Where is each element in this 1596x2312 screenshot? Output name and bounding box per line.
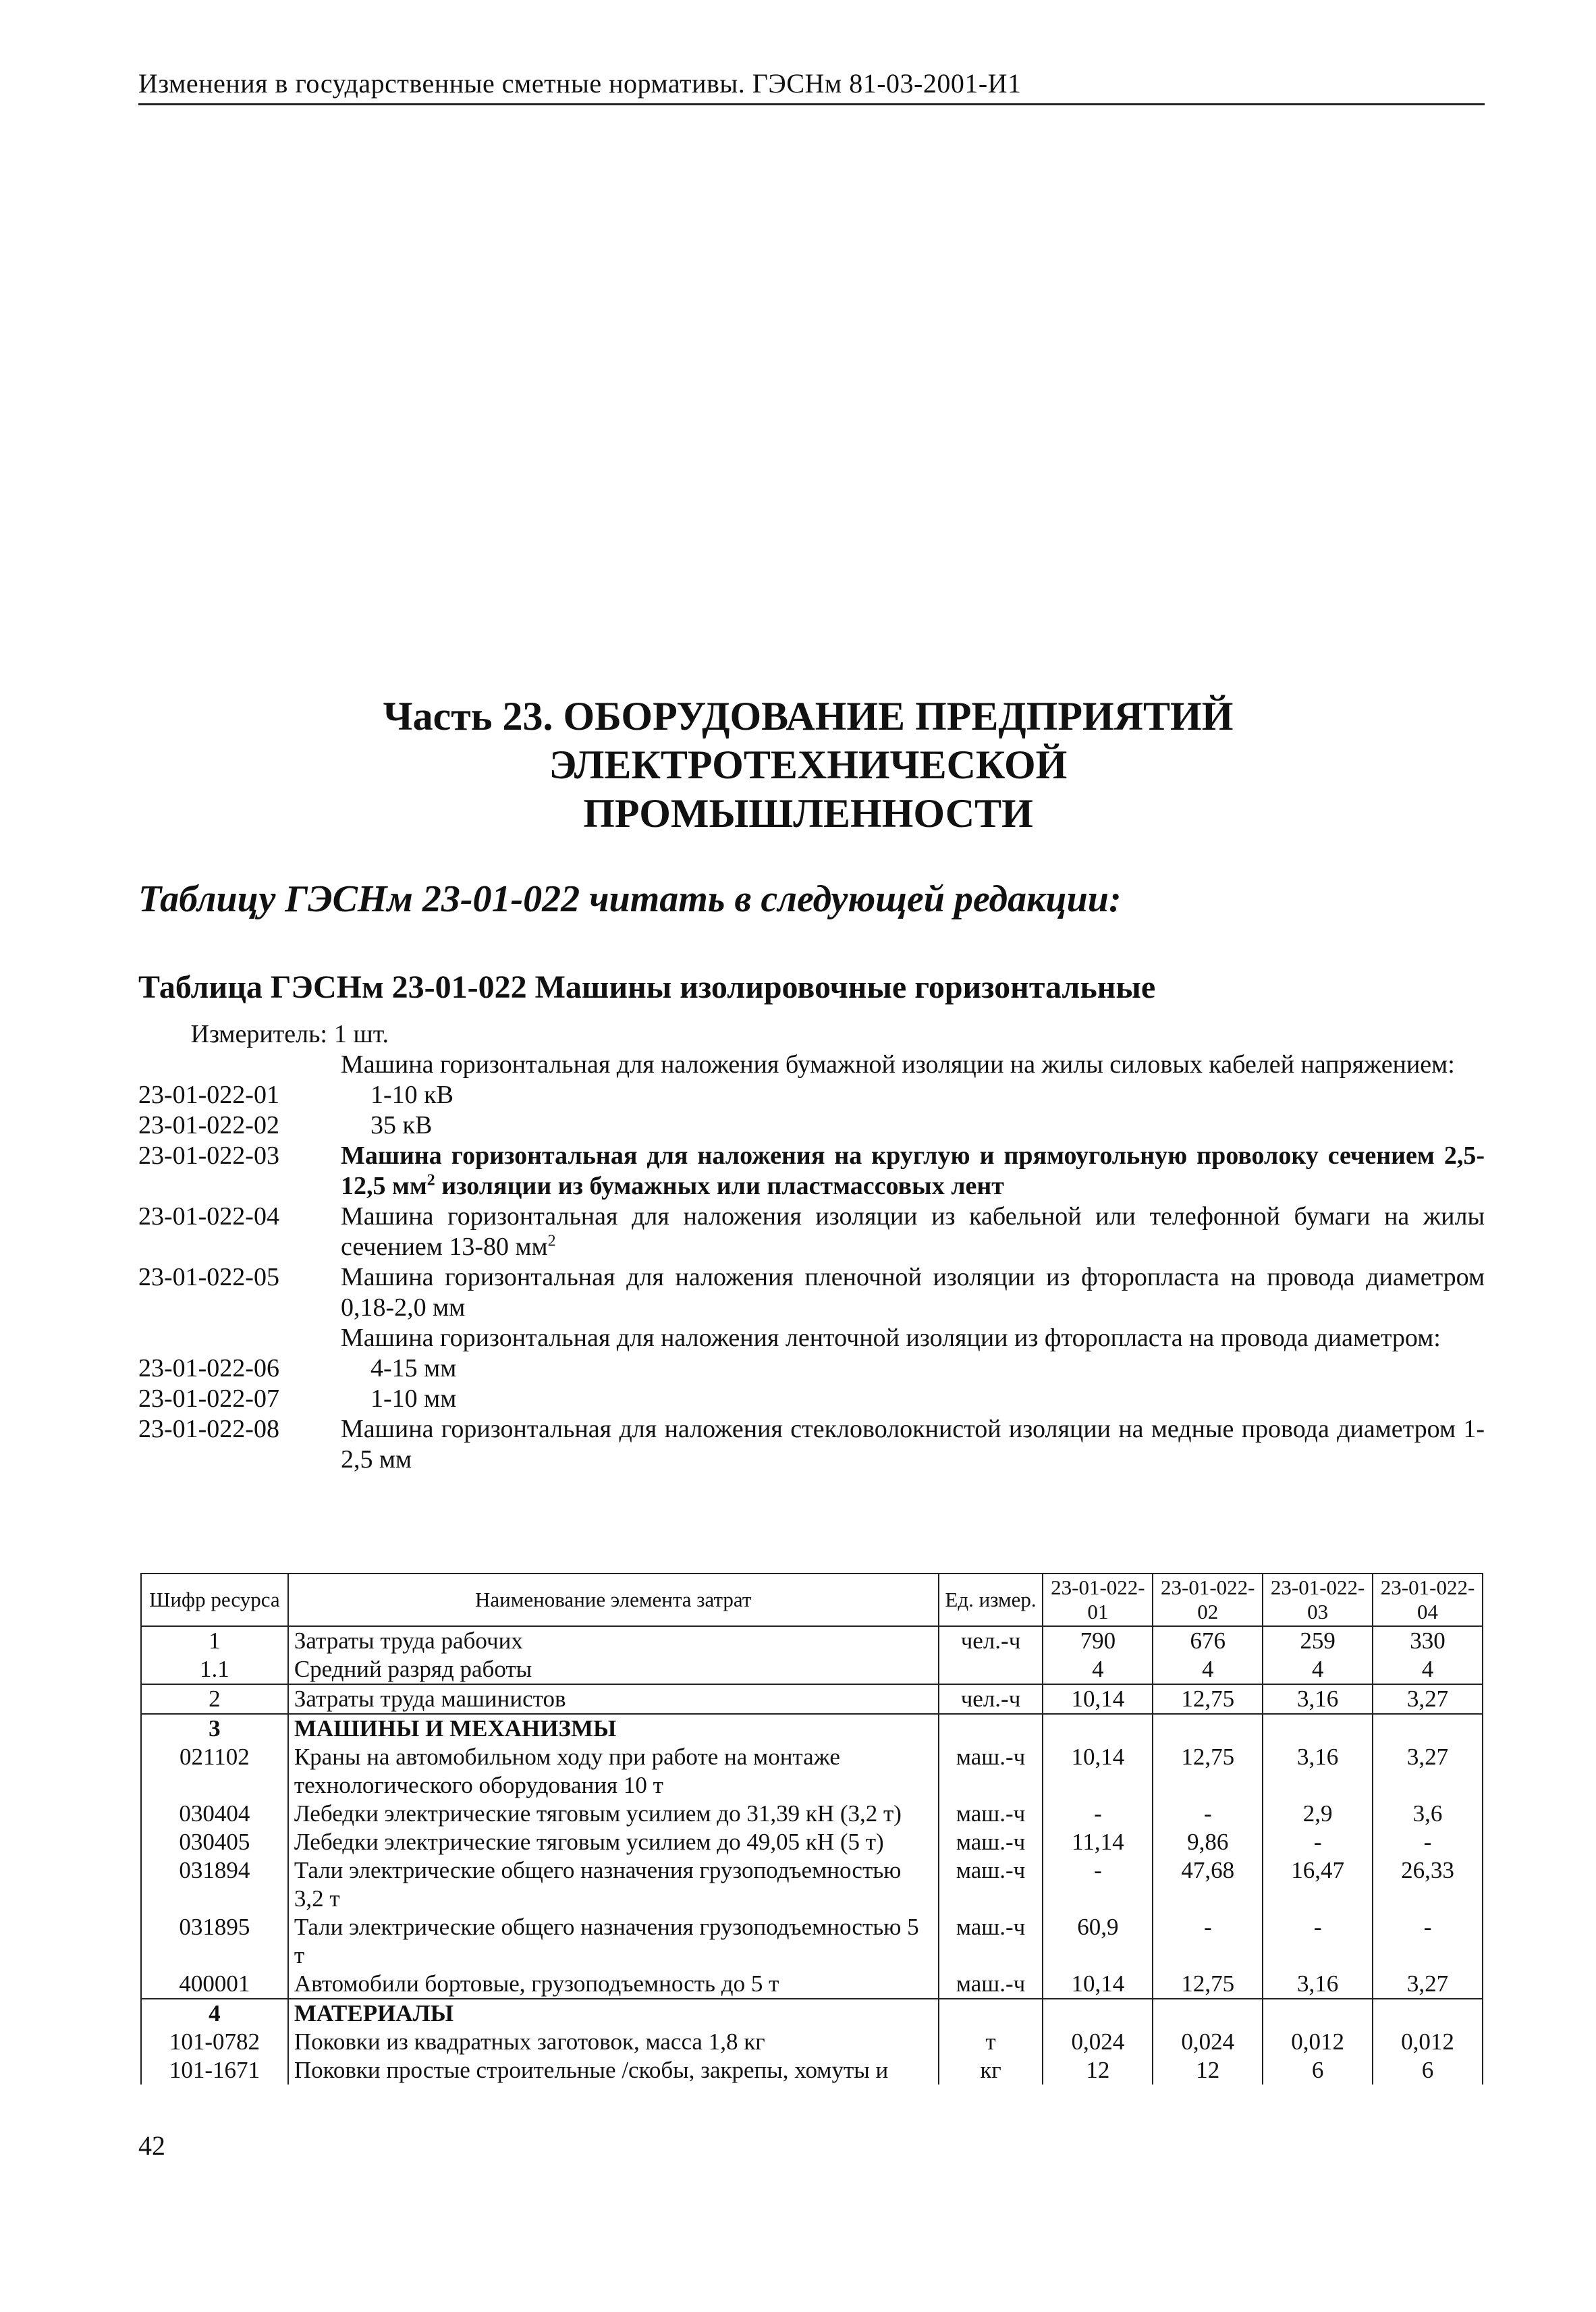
table-row xyxy=(141,1626,1483,1655)
cell-value-1 xyxy=(1043,1714,1153,1743)
cell-code: 400001 xyxy=(141,1970,288,1999)
meter-text-01: 1-10 кВ xyxy=(370,1081,453,1109)
cell-value-2: 12,75 xyxy=(1153,1684,1263,1714)
cell-value-3: - xyxy=(1263,1828,1373,1856)
cell-value-3: 3,16 xyxy=(1263,1970,1373,1999)
meter-intro-2 xyxy=(138,1323,1485,1353)
cell-value-3 xyxy=(1263,1999,1373,2028)
running-header: Изменения в государственные сметные нормативы. ГЭСНм 81-03-2001-И1 xyxy=(138,68,1485,105)
cell-value-4 xyxy=(1373,1714,1483,1743)
cell-value-2: - xyxy=(1153,1800,1263,1828)
header-col-4: 23-01-022-04 xyxy=(1373,1574,1483,1626)
cell-value-2 xyxy=(1153,1999,1263,2028)
cell-value-2: 47,68 xyxy=(1153,1856,1263,1913)
meter-code-05: 23-01-022-05 xyxy=(138,1263,279,1291)
meter-text-04: Машина горизонтальная для наложения изоляции из кабельной или телефонной бумаги на жилы сечением 13-80 $мм^2$ xyxy=(341,1202,1485,1261)
cell-code: 3 xyxy=(141,1714,288,1743)
cell-unit: маш.-ч xyxy=(939,1856,1043,1913)
part-title-line-2: ПРОМЫШЛЕННОСТИ xyxy=(583,791,1033,836)
meter-intro-1-text: Машина горизонтальная для наложения бумажной изоляции на жилы силовых кабелей напряжением: xyxy=(341,1050,1455,1079)
cell-name: Лебедки электрические тяговым усилием до 31,39 кН (3,2 т) xyxy=(288,1800,939,1828)
cell-unit: маш.-ч xyxy=(939,1743,1043,1800)
meter-item-04 xyxy=(138,1202,1485,1262)
meter-code-03: 23-01-022-03 xyxy=(138,1141,279,1170)
cell-value-1: 790 xyxy=(1043,1626,1153,1655)
meter-text-03: Машина горизонтальная для наложения на круглую и прямоугольную проволоку сечением 2,5-12,5 $мм^2$ изоляции из бумажных или пластмассовых лент xyxy=(341,1141,1485,1200)
cell-value-2 xyxy=(1153,1714,1263,1743)
meter-code-08: 23-01-022-08 xyxy=(138,1415,279,1443)
cell-name: Тали электрические общего назначения грузоподъемностью 5 т xyxy=(288,1913,939,1970)
cell-value-2: - xyxy=(1153,1913,1263,1970)
cell-name: Автомобили бортовые, грузоподъемность до 5 т xyxy=(288,1970,939,1999)
cell-value-1: 60,9 xyxy=(1043,1913,1153,1970)
cell-value-1: 10,14 xyxy=(1043,1743,1153,1800)
header-col-3: 23-01-022-03 xyxy=(1263,1574,1373,1626)
meter-code-01: 23-01-022-01 xyxy=(138,1081,279,1109)
cell-name: Тали электрические общего назначения грузоподъемностью 3,2 т xyxy=(288,1856,939,1913)
cell-code: 2 xyxy=(141,1684,288,1714)
meter-intro-1 xyxy=(138,1050,1485,1080)
meter-text-07: 1-10 мм xyxy=(370,1384,457,1413)
cell-value-1 xyxy=(1043,1999,1153,2028)
cell-value-4: 3,27 xyxy=(1373,1684,1483,1714)
cell-unit xyxy=(939,1655,1043,1684)
cell-value-1: 0,024 xyxy=(1043,2028,1153,2056)
table-row xyxy=(141,1913,1483,1970)
cell-value-2: 0,024 xyxy=(1153,2028,1263,2056)
meter-text-06: 4-15 мм xyxy=(370,1354,457,1382)
cell-value-4: 0,012 xyxy=(1373,2028,1483,2056)
cell-value-4: - xyxy=(1373,1913,1483,1970)
meter-label: Измеритель: xyxy=(190,1020,327,1048)
cell-value-3: - xyxy=(1263,1913,1373,1970)
table-row xyxy=(141,1970,1483,1999)
header-col-1: 23-01-022-01 xyxy=(1043,1574,1153,1626)
cell-value-3: 2,9 xyxy=(1263,1800,1373,1828)
cell-name: Лебедки электрические тяговым усилием до 49,05 кН (5 т) xyxy=(288,1828,939,1856)
meter-item-03 xyxy=(138,1141,1485,1202)
table-title: Таблица ГЭСНм 23-01-022 Машины изолировочные горизонтальные xyxy=(138,969,1156,1005)
table-header-row xyxy=(141,1574,1483,1626)
cell-value-4: 3,6 xyxy=(1373,1800,1483,1828)
cell-value-1: 12 xyxy=(1043,2056,1153,2085)
cell-value-2: 676 xyxy=(1153,1626,1263,1655)
cell-value-3: 16,47 xyxy=(1263,1856,1373,1913)
cell-value-1: 11,14 xyxy=(1043,1828,1153,1856)
cell-code: 021102 xyxy=(141,1743,288,1800)
cell-code: 030405 xyxy=(141,1828,288,1856)
cell-value-1: 10,14 xyxy=(1043,1684,1153,1714)
cell-value-4: 3,27 xyxy=(1373,1743,1483,1800)
revision-heading: Таблицу ГЭСНм 23-01-022 читать в следующей редакции: xyxy=(138,878,1122,920)
table-row xyxy=(141,2028,1483,2056)
cell-value-3 xyxy=(1263,1714,1373,1743)
meter-row xyxy=(138,1019,1485,1050)
cell-code: 101-1671 xyxy=(141,2056,288,2085)
cell-name: Средний разряд работы xyxy=(288,1655,939,1684)
meter-item-02 xyxy=(138,1110,1485,1141)
meter-block xyxy=(138,1019,1485,1475)
page-number: 42 xyxy=(138,2130,165,2161)
cell-code: 1.1 xyxy=(141,1655,288,1684)
cell-code: 1 xyxy=(141,1626,288,1655)
cell-value-1: - xyxy=(1043,1856,1153,1913)
cell-value-1: 10,14 xyxy=(1043,1970,1153,1999)
cell-code: 030404 xyxy=(141,1800,288,1828)
meter-code-02: 23-01-022-02 xyxy=(138,1111,279,1139)
cell-value-3: 3,16 xyxy=(1263,1684,1373,1714)
cell-name: Краны на автомобильном ходу при работе на монтаже технологического оборудования 10 т xyxy=(288,1743,939,1800)
meter-code-06: 23-01-022-06 xyxy=(138,1354,279,1382)
meter-code-07: 23-01-022-07 xyxy=(138,1384,279,1413)
meter-item-06 xyxy=(138,1353,1485,1384)
table-row xyxy=(141,1828,1483,1856)
cell-value-3: 3,16 xyxy=(1263,1743,1373,1800)
table-row xyxy=(141,1743,1483,1800)
table-section-row xyxy=(141,1999,1483,2028)
cell-value-2: 12,75 xyxy=(1153,1743,1263,1800)
cell-code: 4 xyxy=(141,1999,288,2028)
cell-value-2: 12 xyxy=(1153,2056,1263,2085)
header-col-2: 23-01-022-02 xyxy=(1153,1574,1263,1626)
meter-text-08: Машина горизонтальная для наложения стекловолокнистой изоляции на медные провода диаметром 1-2,5 мм xyxy=(341,1415,1485,1474)
part-title xyxy=(135,692,1481,838)
header-name: Наименование элемента затрат xyxy=(288,1574,939,1626)
cell-value-2: 4 xyxy=(1153,1655,1263,1684)
cell-value-4: 3,27 xyxy=(1373,1970,1483,1999)
part-title-line-1: Часть 23. ОБОРУДОВАНИЕ ПРЕДПРИЯТИЙ ЭЛЕКТРОТЕХНИЧЕСКОЙ xyxy=(383,694,1234,787)
meter-item-01 xyxy=(138,1080,1485,1110)
table-row xyxy=(141,1856,1483,1913)
cell-unit: маш.-ч xyxy=(939,1970,1043,1999)
cell-unit xyxy=(939,1714,1043,1743)
cell-name: Поковки из квадратных заготовок, масса 1,8 кг xyxy=(288,2028,939,2056)
cell-value-2: 12,75 xyxy=(1153,1970,1263,1999)
table-row xyxy=(141,1684,1483,1714)
meter-value: 1 шт. xyxy=(334,1020,389,1048)
cell-unit: чел.-ч xyxy=(939,1684,1043,1714)
table-row xyxy=(141,2056,1483,2085)
header-unit: Ед. измер. xyxy=(939,1574,1043,1626)
cell-value-4: 4 xyxy=(1373,1655,1483,1684)
meter-item-05 xyxy=(138,1262,1485,1323)
cell-value-3: 0,012 xyxy=(1263,2028,1373,2056)
cell-code: 031894 xyxy=(141,1856,288,1913)
cell-unit xyxy=(939,1999,1043,2028)
cell-value-1: 4 xyxy=(1043,1655,1153,1684)
cell-code: 031895 xyxy=(141,1913,288,1970)
header-code: Шифр ресурса xyxy=(141,1574,288,1626)
cell-value-4: 330 xyxy=(1373,1626,1483,1655)
cell-name: МАШИНЫ И МЕХАНИЗМЫ xyxy=(288,1714,939,1743)
meter-text-05: Машина горизонтальная для наложения пленочной изоляции из фторопласта на провода диаметром 0,18-2,0 мм xyxy=(341,1263,1485,1322)
meter-intro-2-text: Машина горизонтальная для наложения ленточной изоляции из фторопласта на провода диаметром: xyxy=(341,1324,1441,1352)
cell-value-2: 9,86 xyxy=(1153,1828,1263,1856)
meter-text-02: 35 кВ xyxy=(370,1111,433,1139)
cell-value-4 xyxy=(1373,1999,1483,2028)
cell-name: Поковки простые строительные /скобы, закрепы, хомуты и xyxy=(288,2056,939,2085)
resource-table xyxy=(140,1573,1483,2085)
cell-value-1: - xyxy=(1043,1800,1153,1828)
cell-unit: маш.-ч xyxy=(939,1828,1043,1856)
table-section-row xyxy=(141,1714,1483,1743)
cell-unit: маш.-ч xyxy=(939,1913,1043,1970)
cell-value-4: 26,33 xyxy=(1373,1856,1483,1913)
cell-unit: кг xyxy=(939,2056,1043,2085)
cell-value-3: 6 xyxy=(1263,2056,1373,2085)
cell-value-4: - xyxy=(1373,1828,1483,1856)
cell-value-3: 4 xyxy=(1263,1655,1373,1684)
cell-unit: маш.-ч xyxy=(939,1800,1043,1828)
cell-name: МАТЕРИАЛЫ xyxy=(288,1999,939,2028)
cell-code: 101-0782 xyxy=(141,2028,288,2056)
cell-unit: чел.-ч xyxy=(939,1626,1043,1655)
cell-name: Затраты труда машинистов xyxy=(288,1684,939,1714)
cell-value-4: 6 xyxy=(1373,2056,1483,2085)
meter-code-04: 23-01-022-04 xyxy=(138,1202,279,1231)
meter-item-08 xyxy=(138,1414,1485,1475)
cell-value-3: 259 xyxy=(1263,1626,1373,1655)
table-row xyxy=(141,1800,1483,1828)
cell-name: Затраты труда рабочих xyxy=(288,1626,939,1655)
cell-unit: т xyxy=(939,2028,1043,2056)
table-row xyxy=(141,1655,1483,1684)
meter-item-07 xyxy=(138,1384,1485,1414)
